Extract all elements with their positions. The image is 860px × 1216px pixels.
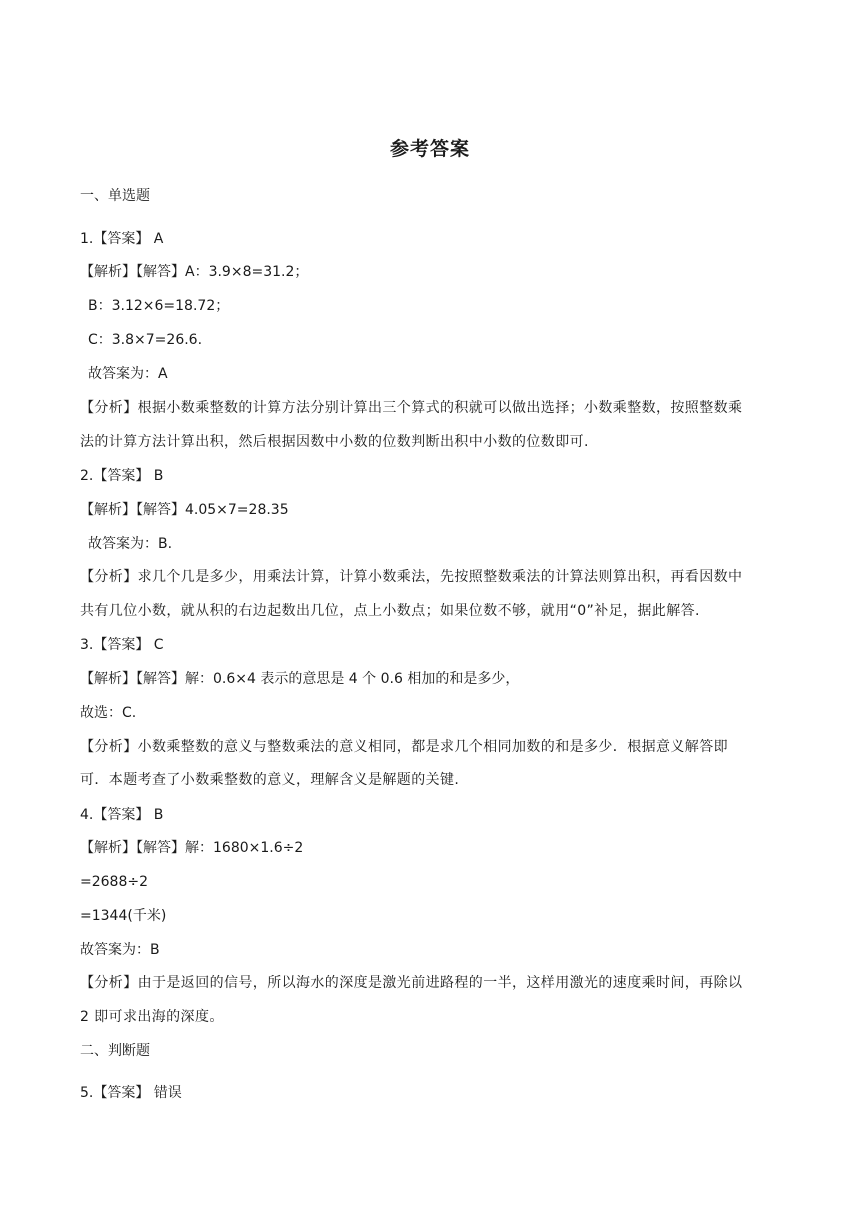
page-title: 参考答案 — [389, 138, 470, 160]
q1-option-b: B：3.12×6=18.72； — [88, 298, 230, 314]
q4-analysis-line1: 【分析】由于是返回的信号，所以海水的深度是激光前进路程的一半，这样用激光的速度乘时间，再除以 — [80, 975, 743, 991]
q4-result: 故答案为：B — [80, 942, 160, 958]
q3-explanation: 【解析】【解答】解：0.6×4 表示的意思是 4 个 0.6 相加的和是多少， — [80, 671, 520, 687]
q3-answer: 3.【答案】 C — [80, 637, 164, 653]
q2-explanation: 【解析】【解答】4.05×7=28.35 — [80, 502, 289, 518]
q2-result: 故答案为：B. — [88, 536, 173, 552]
q3-result: 故选：C. — [80, 705, 137, 721]
section-heading-true-false: 二、判断题 — [80, 1043, 150, 1059]
q4-step2: =1344(千米) — [80, 908, 167, 924]
q2-analysis-line2: 共有几位小数，就从积的右边起数出几位，点上小数点；如果位数不够，就用“0”补足，据此解答. — [80, 603, 700, 619]
q2-answer: 2.【答案】 B — [80, 468, 164, 484]
q3-analysis-line2: 可．本题考查了小数乘整数的意义，理解含义是解题的关键. — [80, 772, 460, 788]
q1-option-c: C：3.8×7=26.6. — [88, 332, 203, 348]
q4-answer: 4.【答案】 B — [80, 807, 164, 823]
q5-answer: 5.【答案】 错误 — [80, 1085, 182, 1101]
q1-answer: 1.【答案】 A — [80, 231, 164, 247]
q1-explanation: 【解析】【解答】A：3.9×8=31.2； — [80, 264, 309, 280]
q1-result: 故答案为：A — [88, 366, 168, 382]
q4-explanation: 【解析】【解答】解：1680×1.6÷2 — [80, 840, 304, 856]
q4-step1: =2688÷2 — [80, 874, 148, 890]
q2-analysis-line1: 【分析】求几个几是多少，用乘法计算，计算小数乘法，先按照整数乘法的计算法则算出积，再看因数中 — [80, 569, 743, 585]
q4-analysis-line2: 2 即可求出海的深度。 — [80, 1009, 224, 1025]
q3-analysis-line1: 【分析】小数乘整数的意义与整数乘法的意义相同，都是求几个相同加数的和是多少．根据意义解答即 — [80, 739, 728, 755]
q1-analysis-line2: 法的计算方法计算出积，然后根据因数中小数的位数判断出积中小数的位数即可. — [80, 434, 589, 450]
q1-analysis-line1: 【分析】根据小数乘整数的计算方法分别计算出三个算式的积就可以做出选择；小数乘整数，按照整数乘 — [80, 400, 743, 416]
section-heading-single-choice: 一、单选题 — [80, 188, 150, 204]
